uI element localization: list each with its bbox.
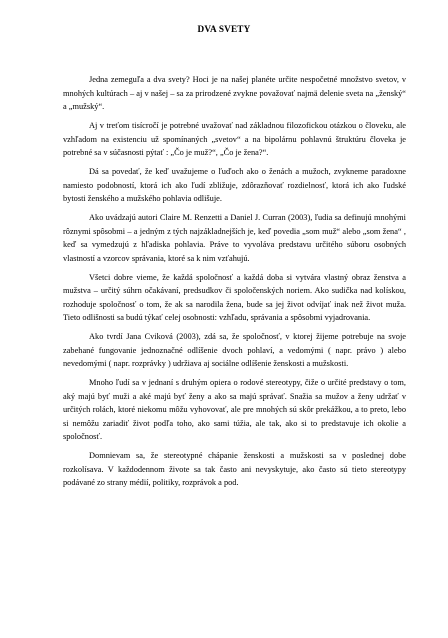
paragraph: Domnievam sa, že stereotypné chápanie ženskosti a mužskosti sa v poslednej dobe rozkolísava. V každodennom živote sa tak často ani nevyskytuje, ako často sú tieto stereotypy podávané zo strany médií, politiky, rozprávok a pod. bbox=[63, 451, 406, 487]
paragraph: Ako tvrdí Jana Cviková (2003), zdá sa, že spoločnosť, v ktorej žijeme potrebuje na svoje zabehané fungovanie jednoznačné odlíšenie dvoch pohlaví, a vedomými ( napr. právo ) alebo nevedomými ( napr. rozprávky ) udržiava aj sociálne odlíšenie ženskosti a mužskosti. bbox=[63, 332, 406, 368]
paragraph: Mnoho ľudí sa v jednaní s druhým opiera o rodové stereotypy, čiže o určité predstavy o tom, aký majú byť muži a aké majú byť ženy a ako sa majú správať. Snažia sa mužov a ženy udržať v určitých rolách, ktoré niekomu môžu vyhovovať, ale pre mnohých sú skôr prekážkou, a to preto, lebo si nemôžu zariadiť život podľa toho, ako sami túžia, ale tak, ako si to predstavuje ich okolie a spoločnosť. bbox=[63, 378, 406, 441]
document-body bbox=[63, 73, 406, 495]
document-title: DVA SVETY bbox=[197, 24, 251, 34]
paragraph: Jedna zemeguľa a dva svety? Hoci je na našej planéte určite nespočetné množstvo svetov, v mnohých kultúrach – aj v našej – sa za prirodzené zvykne považovať najmä delenie sveta na „ženský“ a „mužský“. bbox=[63, 75, 406, 111]
paragraph: Všetci dobre vieme, že každá spoločnosť a každá doba si vytvára vlastný obraz ženstva a mužstva – určitý súhrn očakávaní, predsudkov či spoločenských noriem. Ako sudička nad kolískou, rozhoduje spoločnosť o tom, že ak sa narodila žena, bude sa jej život odvíjať inak než život muža. Tieto odlišnosti sa budú týkať celej osobnosti: vzhľadu, správania a spôsobmi vyjadrovania. bbox=[63, 272, 406, 322]
paragraph: Aj v treťom tisícročí je potrebné uvažovať nad základnou filozofickou otázkou o človeku, ale vzhľadom na existenciu už spomínaných „svetov“ a na bipolárnu pohlavnú štruktúru človeka je potrebné sa v súčasnosti pýtať : „Čo je muž?“, „Čo je žena?“. bbox=[63, 121, 406, 157]
paragraph: Dá sa povedať, že keď uvažujeme o ľuďoch ako o ženách a mužoch, zvykneme paradoxne namiesto podobností, ktorá ich ako ľudí zbližuje, zdôrazňovať rozdielnosť, ktorá ich ako ľudské bytosti ženského a mužského pohlavia odlišuje. bbox=[63, 167, 406, 203]
paragraph: Ako uvádzajú autori Claire M. Renzetti a Daniel J. Curran (2003), ľudia sa definujú mnohými rôznymi spôsobmi – a jedným z tých najzákladnejších je, keď povedia „som muž“ alebo „som žena“ , keď sa vymedzujú z hľadiska pohlavia. Práve to vyvoláva predstavu určitého súboru osobných vlastností a vzorcov správania, ktoré sa k nim vzťahujú. bbox=[63, 213, 406, 263]
